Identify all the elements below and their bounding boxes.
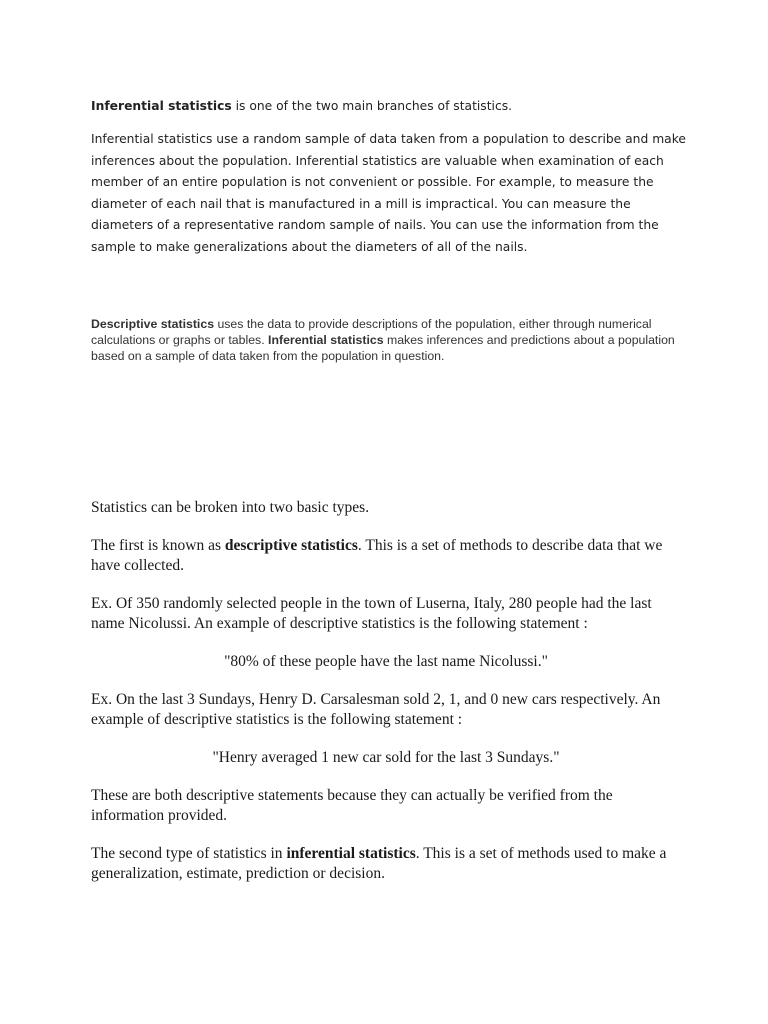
conclusion-paragraph: These are both descriptive statements because they can actually be verified from the information provided. (91, 787, 613, 824)
second-type-pre: The second type of statistics in (91, 845, 287, 862)
example-1-quote: "80% of these people have the last name Nicolussi." (224, 653, 548, 670)
second-type-post: . This is a set of methods used to make a generalization, estimate, prediction or decision. (91, 845, 667, 882)
intro-paragraph (91, 96, 691, 116)
example-2-paragraph: Ex. On the last 3 Sundays, Henry D. Carsalesman sold 2, 1, and 0 new cars respectively. An example of descriptive statistics is the following statement : (91, 691, 661, 728)
section-inferential-intro (91, 96, 691, 259)
term-descriptive-statistics-2: descriptive statistics (224, 537, 358, 554)
example-1-paragraph: Ex. Of 350 randomly selected people in the town of Luserna, Italy, 280 people had the last name Nicolussi. An example of descriptive statistics is the following statement : (91, 595, 652, 632)
definitions-paragraph (91, 316, 691, 365)
inferential-definition-text: makes inferences and predictions about a population based on a sample of data taken from the population in question. (91, 333, 675, 364)
term-inferential-statistics-3: inferential statistics (286, 845, 416, 862)
inferential-description-paragraph: Inferential statistics use a random sample of data taken from a population to describe and make inferences about the population. Inferential statistics are valuable when examination of each member of an entire population is not convenient or possible. For example, to measure the diameter of each nail that is manufactured in a mill is impractical. You can measure the diameters of a representative random sample of nails. You can use the information from the sample to make generalizations about the diameters of all of the nails. (91, 132, 686, 254)
second-type-paragraph (91, 844, 681, 884)
first-type-pre: The first is known as (91, 537, 225, 554)
term-inferential-statistics-2: Inferential statistics (268, 333, 384, 348)
term-descriptive-statistics: Descriptive statistics (91, 317, 215, 331)
first-type-paragraph (91, 536, 681, 576)
descriptive-definition-text: uses the data to provide descriptions of the population, either through numerical calculations or graphs or tables. (91, 317, 652, 348)
section-two-types (91, 498, 681, 902)
term-inferential-statistics: Inferential statistics (91, 99, 232, 113)
example-2-quote: "Henry averaged 1 new car sold for the last 3 Sundays." (212, 749, 560, 766)
first-type-post: . This is a set of methods to describe data that we have collected. (91, 537, 663, 574)
types-intro-paragraph: Statistics can be broken into two basic types. (91, 499, 370, 516)
section-definitions (91, 316, 691, 365)
intro-text: is one of the two main branches of statistics. (231, 99, 513, 113)
